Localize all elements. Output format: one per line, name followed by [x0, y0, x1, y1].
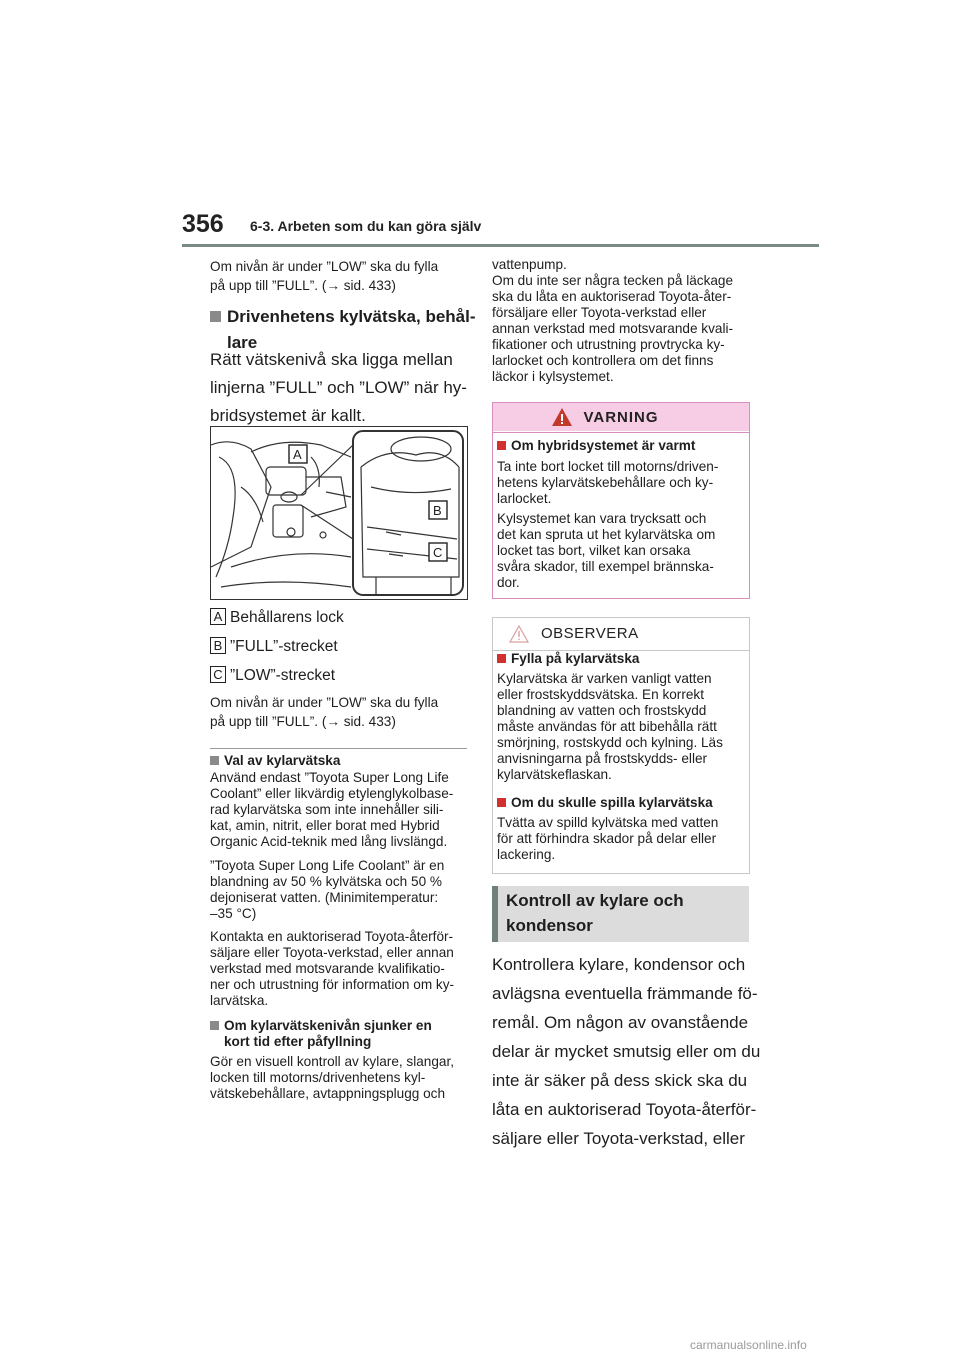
notice-title: OBSERVERA	[541, 625, 639, 642]
note-level-drops-heading: Om kylarvätskenivån sjunker en kort tid efter påfyllning	[210, 1018, 432, 1050]
notice-heading-spill: Om du skulle spilla kylarvätska	[497, 795, 713, 811]
warning-box	[492, 402, 750, 599]
watermark: carmanualsonline.info	[690, 1338, 807, 1352]
warning-title: VARNING	[583, 409, 659, 426]
radiator-check-body: Kontrollera kylare, kondensor och avlägsna eventuella främmande fö- remål. Om någon av ovanstående delar är mycket smutsig eller om du inte är säker på dess skick ska du låta en auktoriserad Toyota-återför- säljare eller Toyota-verkstad, eller	[492, 955, 761, 1148]
bullet-square-icon	[210, 1021, 219, 1030]
bullet-square-icon	[210, 311, 221, 322]
header-rule	[182, 244, 819, 247]
note-coolant-choice-p2: ”Toyota Super Long Life Coolant” är en blandning av 50 % kylvätska och 50 % dejoniserat vatten. (Minimitemperatur: –35 °C)	[210, 858, 445, 921]
note-coolant-choice-p1: Använd endast ”Toyota Super Long Life Coolant” eller likvärdig etylenglykolbase- rad kylarvätska som inte innehåller sili- kat, amin, nitrit, eller borat med Hybrid Organic Acid-teknik med lång livslängd.	[210, 770, 454, 849]
bullet-square-icon	[497, 798, 506, 807]
warning-p2: Kylsystemet kan vara trycksatt och det kan spruta ut het kylarvätska om locket tas bort, vilket kan orsaka svåra skador, till exempel brännska- dor.	[497, 511, 716, 590]
page-number: 356	[182, 210, 224, 238]
heading-accent-bar	[492, 886, 498, 942]
engine-bay-drawing	[211, 427, 467, 599]
notice-spill-text: Tvätta av spilld kylvätska med vatten för att förhindra skador på delar eller lackering.	[497, 815, 719, 862]
intro-text: Om nivån är under ”LOW” ska du fylla på upp till ”FULL”. (→ sid. 433)	[210, 259, 439, 293]
coolant-body: Rätt vätskenivå ska ligga mellan linjerna ”FULL” och ”LOW” när hy- bridsystemet är kallt.	[210, 350, 467, 425]
legend-item-c: C ”LOW”-strecket	[210, 666, 335, 685]
figure-label-a: A	[293, 447, 302, 462]
warning-p1: Ta inte bort locket till motorns/driven- hetens kylarvätskebehållare och ky- larlocket.	[497, 459, 719, 506]
bullet-square-icon	[497, 441, 506, 450]
note-level-drops-text: Gör en visuell kontroll av kylare, slangar, locken till motorns/drivenhetens kyl- vätskebehållare, avtappningsplugg och	[210, 1054, 455, 1101]
warning-header	[493, 403, 749, 431]
bullet-square-icon	[497, 654, 506, 663]
continued-text: vattenpump. Om du inte ser några tecken på läckage ska du låta en auktoriserad Toyota-åter- försäljare eller Toyota-verkstad eller annan verkstad med motsvarande kvali- fikationer och utrustning provtrycka ky- larlocket och kontrollera om det finns läckor i kylsystemet.	[492, 257, 734, 384]
caution-triangle-icon	[509, 625, 529, 643]
notice-heading-fill: Fylla på kylarvätska	[497, 651, 639, 667]
coolant-heading: Drivenhetens kylvätska, behål- lare	[210, 304, 476, 356]
warning-heading: Om hybridsystemet är varmt	[497, 438, 695, 454]
bullet-square-icon	[210, 756, 219, 765]
section-title: 6-3. Arbeten som du kan göra själv	[250, 218, 482, 234]
radiator-check-heading: Kontroll av kylare och kondensor	[506, 891, 684, 935]
section-divider	[210, 748, 467, 749]
notice-fill-text: Kylarvätska är varken vanligt vatten eller frostskyddsvätska. En korrekt blandning av vatten och frostskydd måste användas för att bibehålla rätt smörjning, rostskydd och kylning. Läs anvisningarna på frostskydds- eller kylarvätskeflaskan.	[497, 671, 723, 782]
notice-box	[492, 617, 750, 874]
notice-header	[493, 618, 749, 648]
note-coolant-choice-heading: Val av kylarvätska	[210, 753, 340, 769]
legend-item-b: B ”FULL”-strecket	[210, 637, 338, 656]
figure-label-c: C	[433, 545, 443, 560]
engine-bay-illustration	[210, 426, 468, 600]
legend-item-a: A Behållarens lock	[210, 608, 344, 627]
radiator-check-heading-box	[492, 886, 749, 942]
warning-rule	[493, 432, 749, 433]
figure-label-b: B	[433, 503, 442, 518]
after-figure-text: Om nivån är under ”LOW” ska du fylla på upp till ”FULL”. (→ sid. 433)	[210, 695, 439, 729]
note-coolant-choice-p3: Kontakta en auktoriserad Toyota-återför- säljare eller Toyota-verkstad, eller annan verkstad med motsvarande kvalifikatio- ner och utrustning för information om ky- larvätska.	[210, 929, 455, 1008]
